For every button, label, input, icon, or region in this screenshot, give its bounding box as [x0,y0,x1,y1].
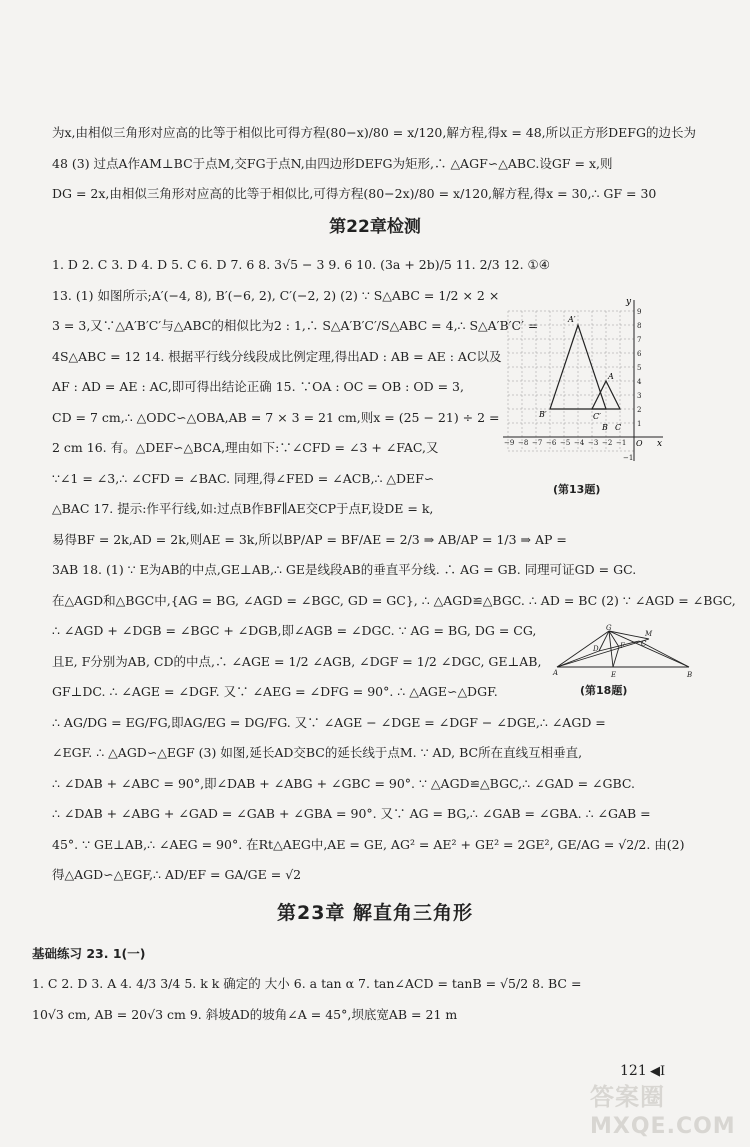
point-label: A [608,372,614,381]
point-label: F [620,642,625,650]
page-marker-icon: ◀Ⅰ [650,1064,666,1079]
point-label: A′ [568,315,576,324]
tick-label: 9 [637,308,642,316]
text-line: AF : AD = AE : AC,即可得出结论正确 15. ∵OA : OC = OB : OD = 3, [52,379,464,394]
intro-paragraph [52,118,696,210]
tick-label: 8 [637,322,642,330]
point-label: A [553,669,559,677]
watermark-logo [590,1082,736,1142]
text-line: ∵∠1 = ∠3,∴ ∠CFD = ∠BAC. 同理,得∠FED = ∠ACB,∴ △DEF∽ [52,470,435,486]
text-line: 易得BF = 2k,AD = 2k,则AE = 3k,所以BP/AP = BF/AE = 2/3 ⇒ AB/AP = 1/3 ⇒ AP = [52,531,567,547]
text-line: 且E, F分别为AB, CD的中点,∴ ∠AGE = 1/2 ∠AGB, ∠DGF = 1/2 ∠DGC, GE⊥AB, [52,653,542,669]
tick-label: −8 [518,439,529,447]
origin-label: O [636,439,643,448]
text-line: 3 = 3,又∵△A′B′C′与△ABC的相似比为2 : 1,∴ S△A′B′C′/S△ABC = 4,∴ S△A′B′C′ = [52,318,539,333]
tick-label: 2 [637,406,642,414]
text-line: 为x,由相似三角形对应高的比等于相似比可得方程(80−x)/80 = x/120,解方程,得x = 48,所以正方形DEFG的边长为 [52,125,696,140]
text-line: 48 (3) 过点A作AM⊥BC于点M,交FG于点N,由四边形DEFG为矩形,∴ △AGF∽△ABC.设GF = x,则 [52,155,613,171]
tick-label: −1 [623,454,634,462]
point-label: B [602,423,608,432]
point-label: E [611,671,617,679]
tick-label: 3 [637,392,642,400]
chapter23-title: 第23章 解直角三角形 [276,902,474,924]
text-line: 13. (1) 如图所示;A′(−4, 8), B′(−6, 2), C′(−2, 2) (2) ∵ S△ABC = 1/2 × 2 × [52,287,500,303]
text-line: 3AB 18. (1) ∵ E为AB的中点,GE⊥AB,∴ GE是线段AB的垂直平分线. ∴ AG = GB. 同理可证GD = GC. [52,562,637,577]
tick-label: 6 [637,350,642,358]
text-line: 4S△ABC = 12 14. 根据平行线分线段成比例定理,得出AD : AB = AE : AC以及 [52,348,502,364]
tick-label: −5 [560,439,571,447]
point-label: M [645,630,653,638]
tick-label: −3 [588,439,599,447]
text-line: 2 cm 16. 有。△DEF∽△BCA,理由如下:∵∠CFD = ∠3 + ∠FAC,又 [52,440,439,455]
point-label: C [615,423,622,432]
point-label: B′ [539,410,547,419]
text-line: CD = 7 cm,∴ △ODC∽△OBA,AB = 7 × 3 = 21 cm,则x = (25 − 21) ÷ 2 = [52,409,500,425]
text-line: ∴ AG/DG = EG/FG,即AG/EG = DG/FG. 又∵ ∠AGE − ∠DGE = ∠DGF − ∠DGE,∴ ∠AGD = [52,714,606,730]
tick-label: −7 [532,439,543,447]
text-line: ∴ ∠AGD + ∠DGB = ∠BGC + ∠DGB,即∠AGB = ∠DGC. ∵ AG = BG, DG = CG, [52,623,537,638]
tick-label: −9 [504,439,515,447]
tick-label: 1 [637,420,642,428]
section-label: 基础练习 23. 1(一) [32,946,146,961]
text-line: ∴ ∠DAB + ∠ABC = 90°,即∠DAB + ∠ABG + ∠GBC = 90°. ∵ △AGD≌△BGC,∴ ∠GAD = ∠GBC. [52,775,635,791]
text-line: 45°. ∵ GE⊥AB,∴ ∠AEG = 90°. 在Rt△AEG中,AE = GE, AG² = AE² + GE² = 2GE², GE/AG = √2/2. 由(2) [52,836,685,852]
tick-label: −2 [602,439,613,447]
text-line: DG = 2x,由相似三角形对应高的比等于相似比,可得方程(80−2x)/80 = x/120,解方程,得x = 30,∴ GF = 30 [52,186,657,201]
figure-18-caption: (第18题) [580,684,628,697]
watermark-text: 答案圈 [590,1083,665,1111]
tick-label: 4 [637,378,642,386]
tick-label: −1 [616,439,627,447]
point-label: C′ [593,412,601,421]
point-label: G [606,624,612,632]
tick-label: 5 [637,364,642,372]
tick-label: −4 [574,439,585,447]
tick-label: −6 [546,439,557,447]
text-line: 10√3 cm, AB = 20√3 cm 9. 斜坡AD的坡角∠A = 45°,坝底宽AB = 21 m [32,1006,458,1022]
text-line: 得△AGD∽△EGF,∴ AD/EF = GA/GE = √2 [52,867,302,882]
text-line: GF⊥DC. ∴ ∠AGE = ∠DGF. 又∵ ∠AEG = ∠DFG = 90°. ∴ △AGE∽△DGF. [52,684,498,699]
text-line: ∠EGF. ∴ △AGD∽△EGF (3) 如图,延长AD交BC的延长线于点M. ∵ AD, BC所在直线互相垂直, [52,745,583,760]
point-label: D [593,645,599,653]
text-line: 在△AGD和△BGC中,{AG = BG, ∠AGD = ∠BGC, GD = GC}, ∴ △AGD≌△BGC. ∴ AD = BC (2) ∵ ∠AGD = ∠BGC, [52,592,736,608]
text-line: 1. D 2. C 3. D 4. D 5. C 6. D 7. 6 8. 3√5 − 3 9. 6 10. (3a + 2b)/5 11. 2/3 12. ①④ [52,257,550,272]
page-number: 121 [620,1063,647,1079]
text-line: ∴ ∠DAB + ∠ABG + ∠GAD = ∠GAB + ∠GBA = 90°. 又∵ AG = BG,∴ ∠GAB = ∠GBA. ∴ ∠GAB = [52,806,651,821]
chapter22-title: 第22章检测 [329,217,421,237]
figure-13-caption: (第13题) [553,483,601,496]
axis-label: y [626,297,632,307]
figure-13-coordinate-grid [503,296,668,466]
text-line: △BAC 17. 提示:作平行线,如:过点B作BF∥AE交CP于点F,设DE = k, [52,501,434,516]
point-label: B [687,671,693,679]
chapter23-answers [32,969,682,1030]
text-line: 1. C 2. D 3. A 4. 4/3 3/4 5. k k 确定的 大小 6. a tan α 7. tan∠ACD = tanB = √5/2 8. BC = [32,976,582,991]
axis-label: x [657,439,663,449]
watermark-url: MXQE.COM [590,1114,736,1139]
tick-label: 7 [637,336,642,344]
figure-18-diagram [553,624,697,681]
point-label: C [641,640,647,648]
